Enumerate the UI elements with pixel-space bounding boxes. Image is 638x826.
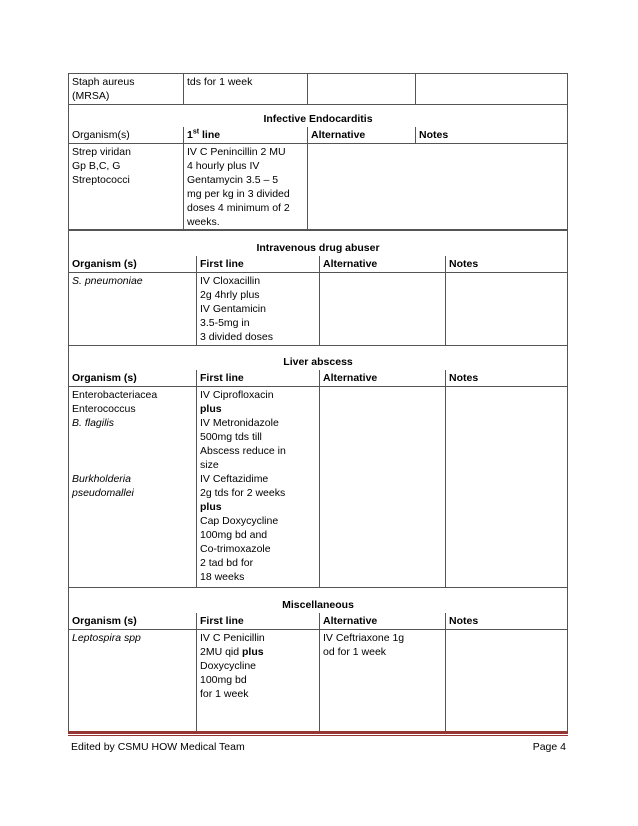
section-title-ivdu: Intravenous drug abuser: [69, 230, 568, 256]
header-notes: Notes: [446, 613, 568, 630]
mrsa-notes-cell: [416, 74, 568, 105]
endocarditis-organism-cell: Strep viridan Gp B,C, G Streptococci: [69, 143, 184, 230]
liver-notes-cell: [446, 387, 568, 588]
header-notes: Notes: [446, 370, 568, 387]
endocarditis-first-line-cell: IV C Penincillin 2 MU 4 hourly plus IV Gentamycin 3.5 – 5 mg per kg in 3 divided doses 4 minimum of 2 weeks.: [184, 143, 308, 230]
header-alternative: Alternative: [320, 613, 446, 630]
mrsa-row: [69, 74, 568, 105]
footer-rule-thin: [68, 735, 568, 736]
ivdu-notes-cell: [446, 272, 568, 345]
ivdu-alternative-cell: [320, 272, 446, 345]
ivdu-first-line-cell: IV Cloxacillin 2g 4hrly plus IV Gentamicin 3.5-5mg in 3 divided doses: [197, 272, 320, 345]
page-number: Page 4: [532, 741, 566, 753]
header-organism: Organism (s): [69, 613, 197, 630]
antibiotic-table: [68, 229, 568, 733]
header-alternative: Alternative: [308, 127, 416, 144]
header-first-line: First line: [197, 256, 320, 273]
footer-rule: [68, 731, 568, 734]
ivdu-header-row: [69, 256, 568, 273]
misc-notes-cell: [446, 629, 568, 732]
endocarditis-notes-cell: [416, 143, 568, 230]
ivdu-row: [69, 272, 568, 345]
section-title-liver-abscess: Liver abscess: [69, 345, 568, 370]
endocarditis-row: [69, 143, 568, 230]
mrsa-organism-cell: Staph aureus (MRSA): [69, 74, 184, 105]
liver-row: [69, 387, 568, 588]
endocarditis-alternative-cell: [308, 143, 416, 230]
misc-first-line-cell: IV C Penicillin 2MU qid plus Doxycycline 100mg bd for 1 week: [197, 629, 320, 732]
header-organism: Organism(s): [69, 127, 184, 144]
header-first-line: First line: [197, 613, 320, 630]
misc-row: [69, 629, 568, 732]
header-alternative: Alternative: [320, 370, 446, 387]
footer-credit: Edited by CSMU HOW Medical Team: [71, 741, 245, 753]
liver-first-line-cell: IV Ciprofloxacin plus IV Metronidazole 500mg tds till Abscess reduce in size IV Ceftazidime 2g tds for 2 weeks plus Cap Doxycycline 100mg bd and Co-trimoxazole 2 tad bd for 18 weeks: [197, 387, 320, 588]
mrsa-alternative-cell: [308, 74, 416, 105]
liver-header-row: [69, 370, 568, 387]
liver-alternative-cell: [320, 387, 446, 588]
misc-header-row: [69, 613, 568, 630]
section-title-miscellaneous: Miscellaneous: [69, 588, 568, 613]
liver-organism-cell: Enterobacteriacea Enterococcus B. flagilis Burkholderia pseudomallei: [69, 387, 197, 588]
section-title-endocarditis: Infective Endocarditis: [69, 105, 568, 127]
ivdu-organism-cell: S. pneumoniae: [69, 272, 197, 345]
header-alternative: Alternative: [320, 256, 446, 273]
endocarditis-table: [68, 73, 568, 231]
mrsa-first-line-cell: tds for 1 week: [184, 74, 308, 105]
header-organism: Organism (s): [69, 256, 197, 273]
header-first-line: 1st line: [184, 127, 308, 144]
misc-alternative-cell: IV Ceftriaxone 1g od for 1 week: [320, 629, 446, 732]
misc-organism-cell: Leptospira spp: [69, 629, 197, 732]
header-notes: Notes: [446, 256, 568, 273]
header-notes: Notes: [416, 127, 568, 144]
header-organism: Organism (s): [69, 370, 197, 387]
endocarditis-header-row: [69, 127, 568, 144]
header-first-line: First line: [197, 370, 320, 387]
